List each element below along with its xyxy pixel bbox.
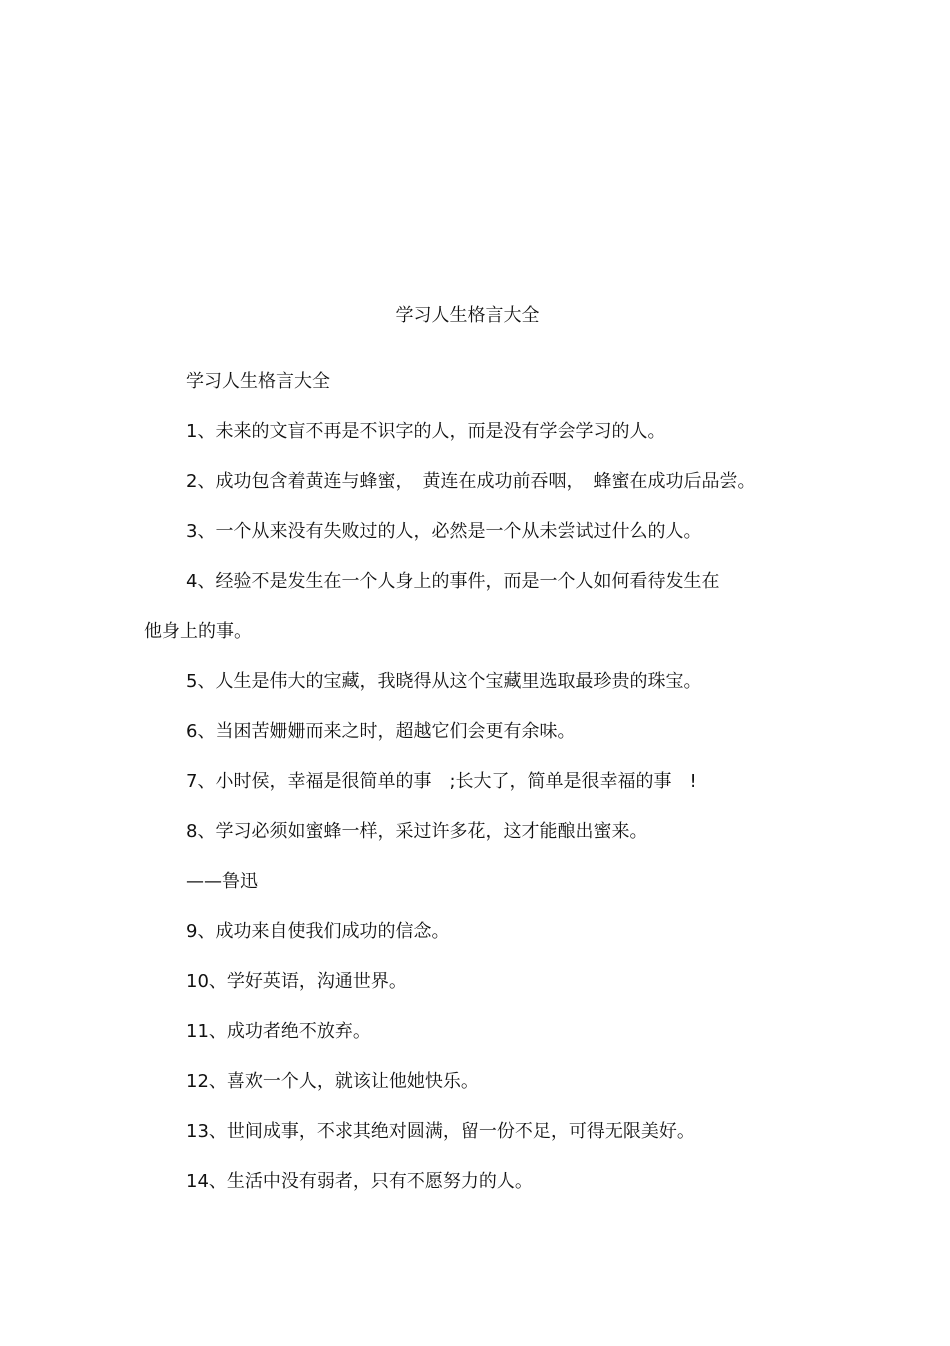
quote-line-4: 4、经验不是发生在一个人身上的事件，而是一个人如何看待发生在	[186, 571, 720, 592]
quote-line-2: 2、成功包含着黄连与蜂蜜， 黄连在成功前吞咽， 蜂蜜在成功后品尝。	[186, 471, 756, 492]
quote-line-11: 11、成功者绝不放弃。	[186, 1021, 371, 1042]
quote-line-1: 1、未来的文盲不再是不识字的人，而是没有学会学习的人。	[186, 421, 666, 442]
quote-line-10: 10、学好英语，沟通世界。	[186, 971, 407, 992]
quote-line-9: 9、成功来自使我们成功的信念。	[186, 921, 450, 942]
quote-line-3: 3、一个从来没有失败过的人，必然是一个从未尝试过什么的人。	[186, 521, 702, 542]
quote-line-5: 5、人生是伟大的宝藏，我晓得从这个宝藏里选取最珍贵的珠宝。	[186, 671, 702, 692]
quote-line-7: 7、小时侯，幸福是很简单的事 ;长大了，简单是很幸福的事 !	[186, 771, 697, 792]
quote-attribution: ——鲁迅	[186, 871, 258, 892]
quote-line-6: 6、当困苦姗姗而来之时，超越它们会更有余味。	[186, 721, 576, 742]
quote-line-13: 13、世间成事，不求其绝对圆满，留一份不足，可得无限美好。	[186, 1121, 695, 1142]
quote-line-12: 12、喜欢一个人，就该让他她快乐。	[186, 1071, 479, 1092]
quote-line-8: 8、学习必须如蜜蜂一样，采过许多花，这才能酿出蜜来。	[186, 821, 648, 842]
page-title: 学习人生格言大全	[395, 305, 540, 326]
section-heading: 学习人生格言大全	[186, 371, 330, 392]
quote-line-4-cont: 他身上的事。	[144, 621, 252, 642]
quote-line-14: 14、生活中没有弱者，只有不愿努力的人。	[186, 1171, 533, 1192]
